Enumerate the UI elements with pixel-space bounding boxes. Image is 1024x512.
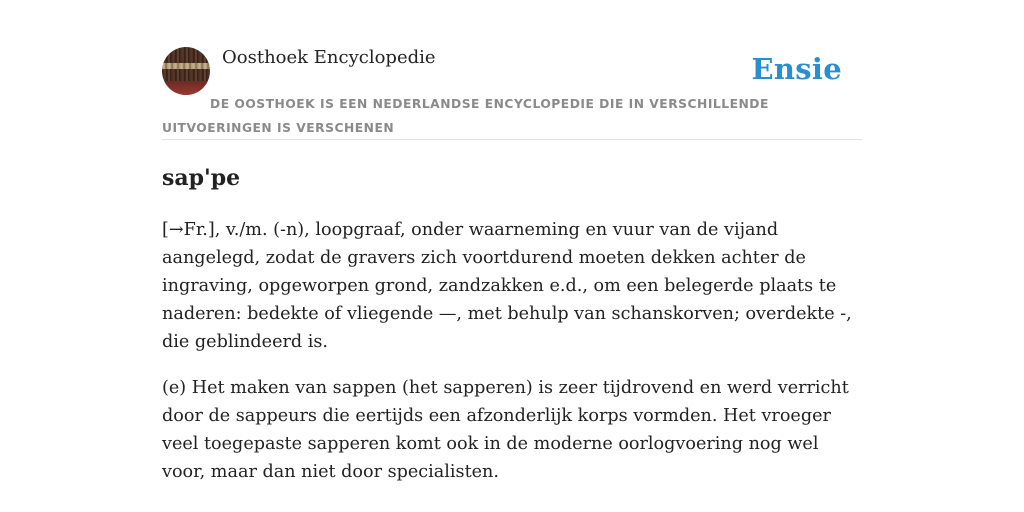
entry-paragraph-definition: [→Fr.], v./m. (-n), loopgraaf, onder waarneming en vuur van de vijand aangelegd, zodat de gravers zich voortdurend moeten dekken achter de ingraving, opgeworpen grond, zandzakken e.d., om een belegerde plaats te naderen: bedekte of vliegende —, met behulp van schanskorven; overdekte -, die geblindeerd is. <box>162 220 852 352</box>
site-tagline: DE OOSTHOEK IS EEN NEDERLANDSE ENCYCLOPEDIE DIE IN VERSCHILLENDE UITVOERINGEN IS VERSCHENEN <box>162 97 769 135</box>
ensie-brand-logo[interactable]: Ensie <box>751 52 842 86</box>
entry-paragraph-explanation: (e) Het maken van sappen (het sapperen) is zeer tijdrovend en werd verricht door de sappeurs die eertijds een afzonderlijk korps vormden. Het vroeger veel toegepaste sapperen komt ook in de moderne oorlogvoering nog wel voor, maar dan niet door specialisten. <box>162 378 849 482</box>
entry-headword: sap'pe <box>162 165 241 191</box>
encyclopedia-logo-avatar[interactable] <box>162 47 210 95</box>
header-divider <box>162 139 862 140</box>
site-title[interactable]: Oosthoek Encyclopedie <box>222 47 436 68</box>
entry-body <box>162 216 867 504</box>
